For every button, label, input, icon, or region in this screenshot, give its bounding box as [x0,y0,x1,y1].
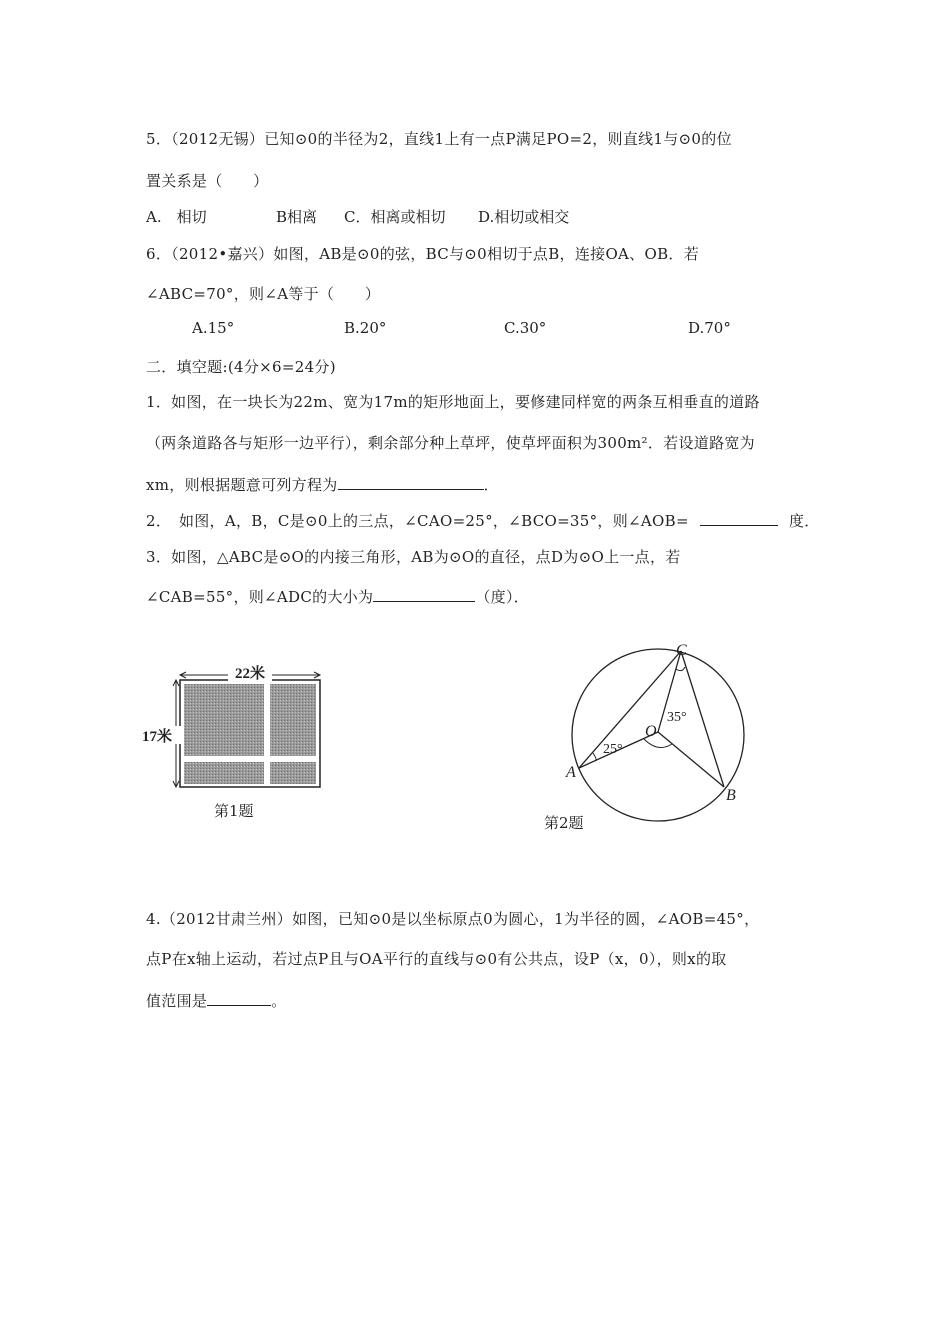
f3-line1: 3．如图，△ABC是⊙O的内接三角形，AB为⊙O的直径，点D为⊙O上一点，若 [146,548,681,566]
q6-option-c: C.30° [504,319,547,337]
lawn-bottom-right [270,762,316,784]
f1-line3-text: xm，则根据题意可列方程为 [146,476,338,494]
q5-line1: 5．（2012无锡）已知⊙0的半径为2，直线1上有一点P满足PO=2，则直线1与⊙0的位 [146,130,732,148]
segment-ca [579,651,681,768]
lawn-bottom-left [184,762,264,784]
width-label: 22米 [234,666,266,682]
figure-2-caption: 第2题 [544,814,584,832]
f1-line2: （两条道路各与矩形一边平行），剩余部分种上草坪，使草坪面积为300m²．若设道路宽为 [146,434,755,452]
point-c-label: C [676,642,687,659]
point-b-label: B [726,787,736,804]
point-a-label: A [566,764,576,781]
f4-answer-blank [207,991,271,1006]
q6-option-b: B.20° [344,319,387,337]
figure-2-circle [560,636,760,822]
f3-answer-blank [373,587,475,602]
f3-line2-end: （度）． [475,588,530,606]
section-title: 二．填空题:(4分×6=24分) [146,358,336,376]
figure-1-caption: 第1题 [214,802,254,820]
f2-line [146,510,820,531]
f4-line3-text: 值范围是 [146,992,208,1010]
angle-25-label: 25° [603,742,623,757]
q6-option-a: A.15° [192,319,235,337]
f2-line-text: 2． 如图，A，B，C是⊙0上的三点，∠CAO=25°，∠BCO=35°，则∠AOB= [146,512,689,530]
f4-line3 [146,990,287,1011]
q5-line2: 置关系是（ ） [146,172,269,190]
f3-line2 [146,586,529,607]
q5-option-d: D.相切或相交 [478,208,570,226]
angle-arc-c [676,667,685,671]
lawn-top-right [270,684,316,756]
segment-cb [681,651,724,787]
f1-line3 [146,474,499,495]
angle-35-label: 35° [667,710,687,725]
f2-line-end: 度． [788,512,820,530]
angle-arc-a [593,753,596,761]
q6-option-d: D.70° [688,319,731,337]
q5-option-a: A. 相切 [146,208,207,226]
height-label: 17米 [142,729,173,745]
f1-line1: 1．如图，在一块长为22m、宽为17m的矩形地面上，要修建同样宽的两条互相垂直的道路 [146,393,760,411]
f4-line1: 4.（2012甘肃兰州）如图，已知⊙0是以坐标原点0为圆心，1为半径的圆，∠AOB=45°， [146,910,760,928]
f2-answer-blank [700,511,778,526]
f3-line2-text: ∠CAB=55°，则∠ADC的大小为 [146,588,374,606]
lawn-top-left [184,684,264,756]
f1-answer-blank [338,475,484,490]
circle-o [572,649,744,821]
f4-line3-end: 。 [271,992,287,1010]
q6-line1: 6．（2012•嘉兴）如图，AB是⊙0的弦，BC与⊙0相切于点B，连接OA、OB．若 [146,245,699,263]
segment-bo [658,732,724,787]
f4-line2: 点P在x轴上运动，若过点P且与OA平行的直线与⊙0有公共点，设P（x，0），则x的取 [146,950,727,968]
q5-option-b: B相离 [276,208,318,226]
q5-option-c: C．相离或相切 [344,208,446,226]
q6-line2: ∠ABC=70°，则∠A等于（ ） [146,285,381,303]
f1-line3-end: ． [483,476,499,494]
point-o-label: O [645,723,657,740]
